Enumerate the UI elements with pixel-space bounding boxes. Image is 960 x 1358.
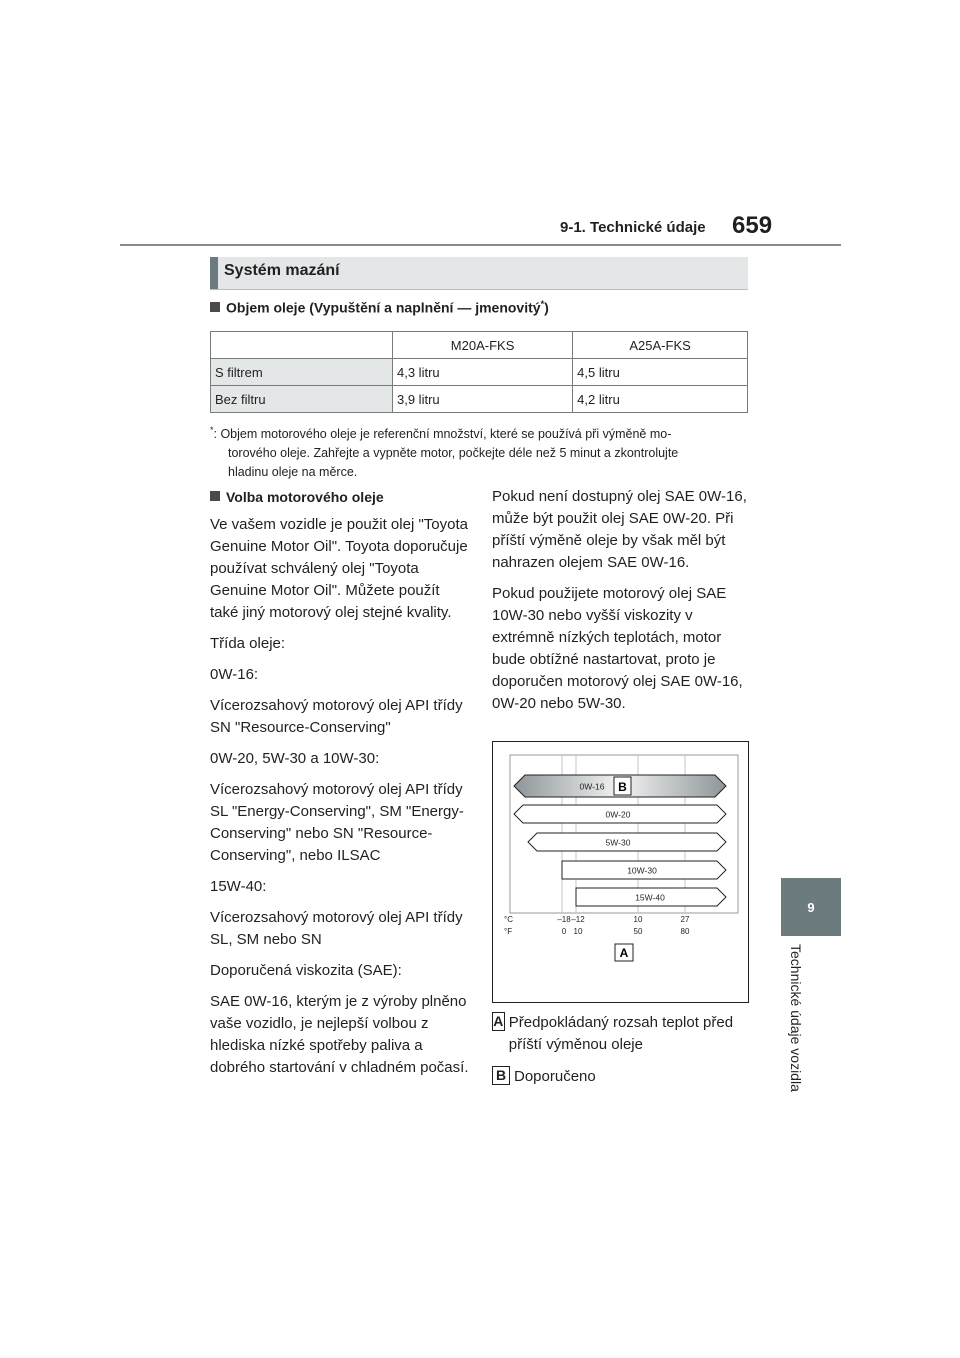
oil-capacity-heading: Objem oleje (Vypuštění a naplnění — jmenovitý*) [210,299,549,316]
oil-capacity-table [210,331,748,413]
paragraph: Doporučená viskozita (SAE): [210,962,402,979]
legend-item-b [492,1066,752,1088]
paragraph: Ve vašem vozidle je použit olej "Toyota Genuine Motor Oil". Toyota doporučuje používat schválený olej "Toyota Genuine Motor Oil". Můžete použít také jiný motorový olej stejné kvality. [210,516,468,621]
legend-item-a [492,1012,752,1056]
tick-label-c: –12 [571,915,585,924]
table-row-label: Bez filtru [211,386,393,413]
table-header-row [211,332,748,359]
paragraph: SAE 0W-16, kterým je z výroby plněno vaše vozidlo, je nejlepší volbou z hlediska nízké spotřeby paliva a dobrého startování v chladném počasí. [210,993,469,1076]
chapter-number: 9 [807,899,815,915]
viscosity-label: 15W-40 [635,892,665,903]
legend-text: Předpokládaný rozsah teplot před příští výměnou oleje [508,1014,734,1053]
tick-label-f: 10 [573,927,583,936]
left-column [210,486,470,1088]
table-col-header: A25A-FKS [573,332,748,359]
footnote-mark: * [210,425,214,435]
footnote: *: Objem motorového oleje je referenční množství, které se používá při výměně mo- torového oleje. Zahřejte a vypněte motor, počkejte déle než 5 minut a zkontrolujte hladinu oleje na měrce. [210,425,679,480]
table-row [211,359,748,386]
table-corner [211,332,393,359]
table-row-label: S filtrem [211,359,393,386]
viscosity-label: 0W-20 [605,809,631,820]
paragraph: Třída oleje: [210,635,286,652]
table-col-header: M20A-FKS [393,332,573,359]
viscosity-chart [492,741,749,1003]
section-accent [210,257,218,289]
axis-c-label: °C [504,915,513,924]
table-cell: 4,3 litru [393,359,573,386]
em-dash: — [457,299,472,316]
page-number: 659 [732,212,773,239]
tick-label-f: 0 [561,927,567,936]
tick-label-c: –18 [557,915,571,924]
oil-selection-heading: Volba motorového oleje [210,486,470,508]
right-column [492,486,752,724]
paragraph: Vícerozsahový motorový olej API třídy SN "Resource-Conserving" [210,697,463,736]
table-cell: 3,9 litru [393,386,573,413]
section-header: 9-1. Technické údaje [560,219,706,236]
tick-label-c: 10 [633,915,643,924]
chapter-label: Technické údaje vozidla [788,944,804,1092]
callout-b: B [618,780,627,794]
viscosity-label: 5W-30 [605,837,631,848]
paragraph: 0W-20, 5W-30 a 10W-30: [210,750,380,767]
paragraph: Vícerozsahový motorový olej API třídy SL "Energy-Conserving", SM "Energy-Conserving" nebo SN "Resource-Conserving", nebo ILSAC [210,781,464,864]
legend-key: B [492,1066,510,1085]
chapter-label-wrap [787,944,807,1124]
tick-label-f: 50 [633,927,643,936]
section-title: Systém mazání [224,262,340,279]
legend-key: A [493,1013,504,1029]
header-divider [120,244,841,246]
bullet-square-icon [210,302,220,312]
legend-text: Doporučeno [514,1068,596,1085]
paragraph: 0W-16: [210,666,259,683]
paragraph: Pokud použijete motorový olej SAE 10W-30 nebo vyšší viskozity v extrémně nízkých teplotách, motor bude obtížné nastartovat, proto je doporučen motorový olej SAE 0W-16, 0W-20 nebo 5W-30. [492,585,743,712]
section-title-bar [210,257,748,290]
table-cell: 4,2 litru [573,386,748,413]
chapter-tab [781,878,841,936]
paragraph: Pokud není dostupný olej SAE 0W-16, může být použit olej SAE 0W-20. Při příští výměně oleje by však měl být nahrazen olejem SAE 0W-16. [492,488,747,571]
tick-label-c: 27 [680,915,690,924]
table-row [211,386,748,413]
paragraph: 15W-40: [210,878,267,895]
table-cell: 4,5 litru [573,359,748,386]
paragraph: Vícerozsahový motorový olej API třídy SL, SM nebo SN [210,909,463,948]
tick-label-f: 80 [680,927,690,936]
viscosity-label: 0W-16 [579,781,605,792]
viscosity-label: 10W-30 [627,865,657,876]
bullet-square-icon [210,491,220,501]
axis-f-label: °F [504,927,513,936]
callout-a: A [619,946,629,960]
